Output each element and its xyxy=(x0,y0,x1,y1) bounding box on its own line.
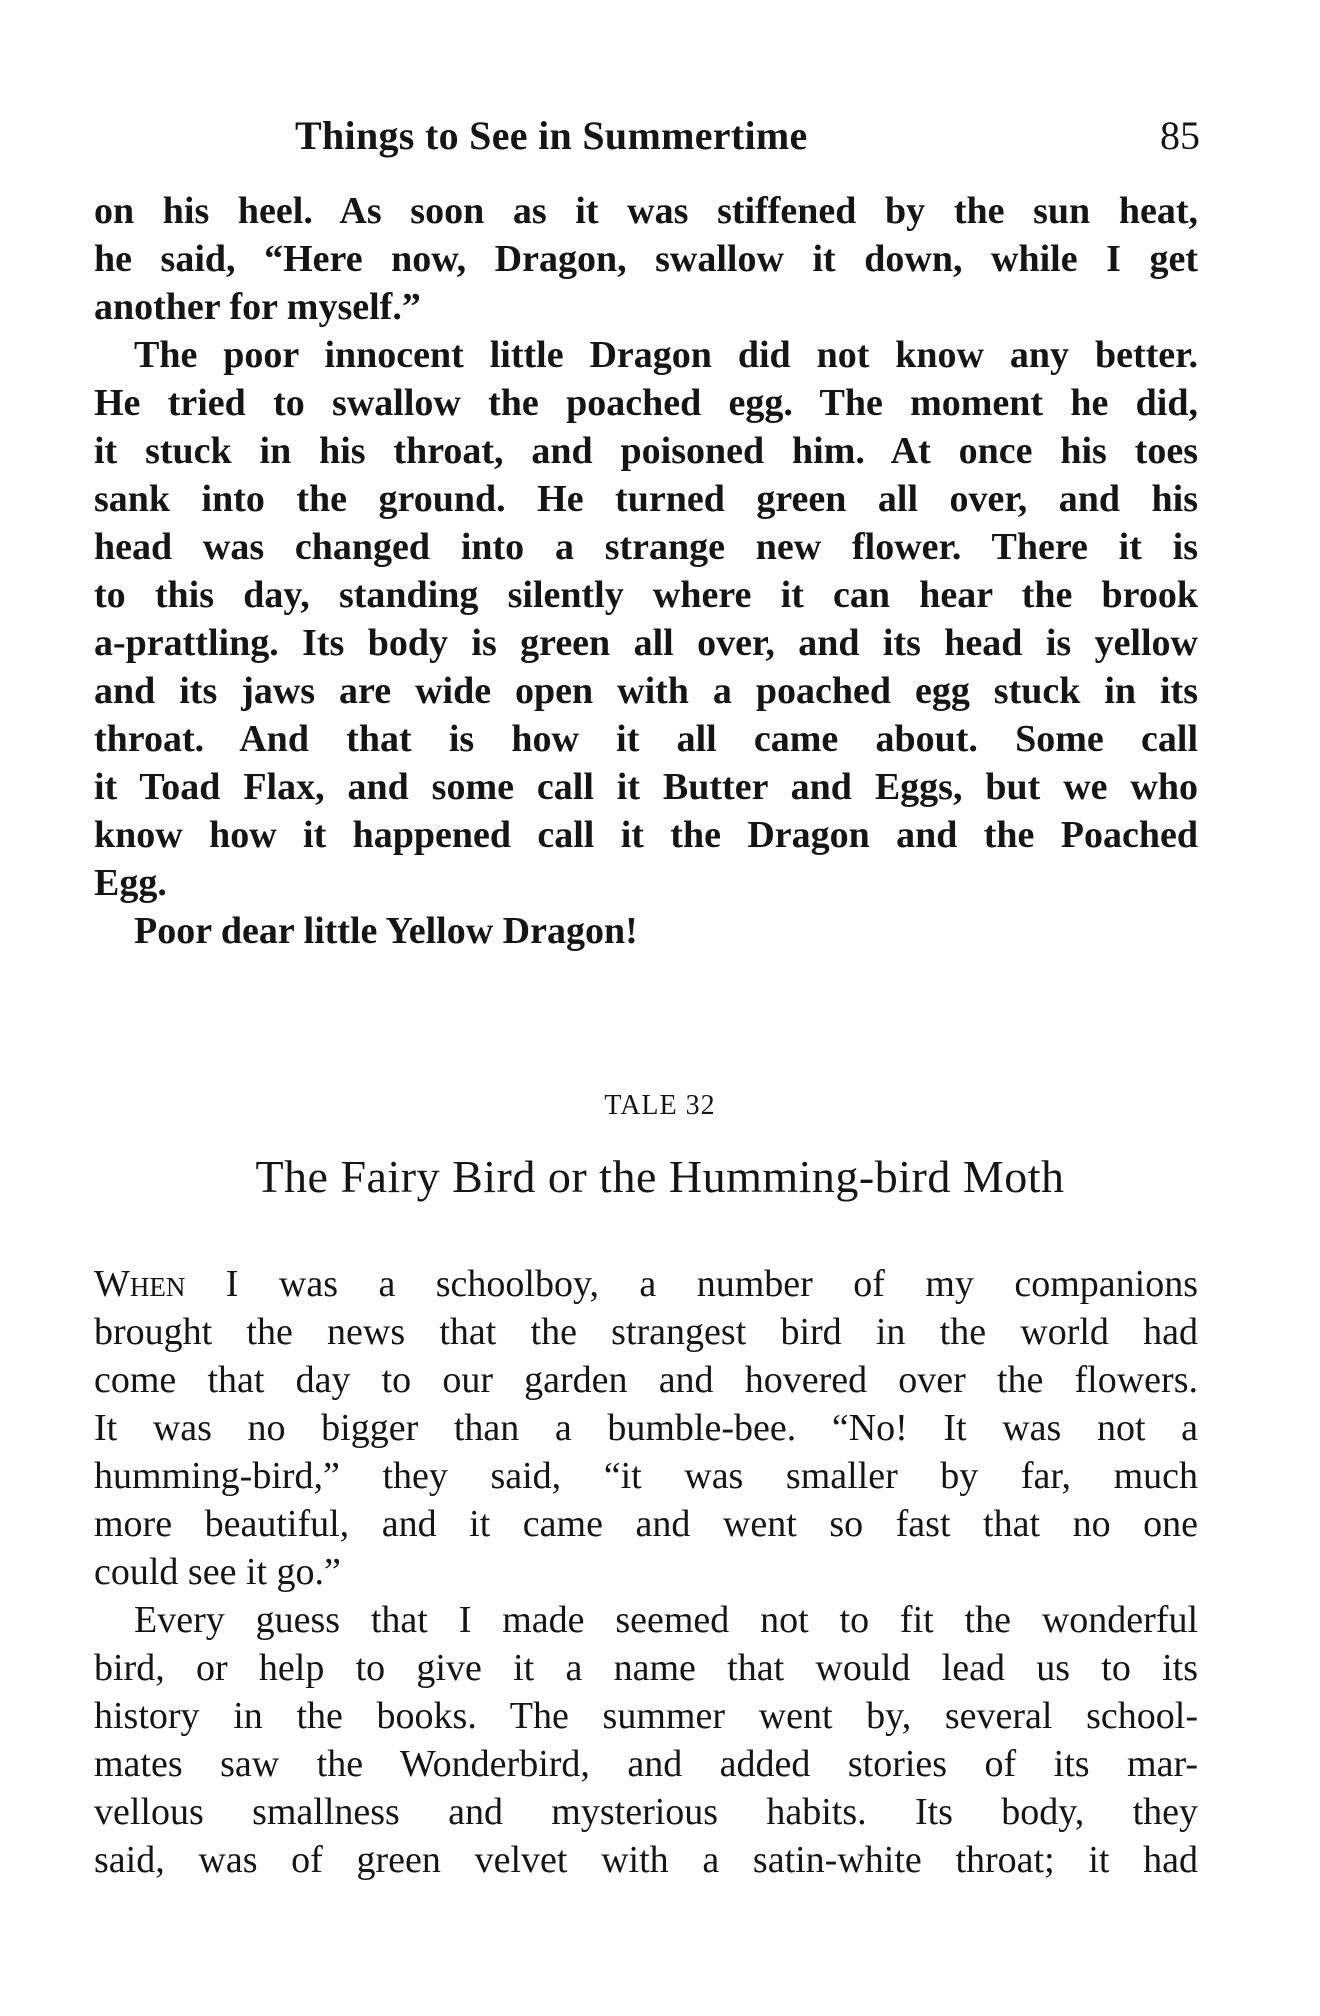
text-line: it Toad Flax, and some call it Butter and Eggs, but we who xyxy=(94,766,1198,808)
text-line: Poor dear little Yellow Dragon! xyxy=(134,910,638,952)
text-line: vellous smallness and mysterious habits. Its body, they xyxy=(94,1791,1198,1833)
tale-31-ending xyxy=(94,187,1198,955)
tale-number-label: TALE 32 xyxy=(604,1090,716,1121)
tale-32-text xyxy=(94,1260,1198,1884)
text-line: He tried to swallow the poached egg. The moment he did, xyxy=(94,382,1198,424)
text-line: he said, “Here now, Dragon, swallow it down, while I get xyxy=(94,238,1198,280)
text-line: It was no bigger than a bumble-bee. “No! It was not a xyxy=(94,1407,1198,1449)
text-line: mates saw the Wonderbird, and added stories of its mar- xyxy=(94,1743,1198,1785)
text-line: to this day, standing silently where it can hear the brook xyxy=(94,574,1198,616)
text-line: on his heel. As soon as it was stiffened by the sun heat, xyxy=(94,190,1198,232)
text-line: said, was of green velvet with a satin-white throat; it had xyxy=(94,1839,1198,1881)
tale-title: The Fairy Bird or the Humming-bird Moth xyxy=(255,1151,1065,1202)
text-line: bird, or help to give it a name that would lead us to its xyxy=(94,1647,1198,1689)
text-line: history in the books. The summer went by, several school- xyxy=(94,1695,1198,1737)
text-line: humming-bird,” they said, “it was smaller by far, much xyxy=(94,1455,1198,1497)
text-line: and its jaws are wide open with a poached egg stuck in its xyxy=(94,670,1198,712)
running-header xyxy=(295,112,1200,168)
text-line: more beautiful, and it came and went so fast that no one xyxy=(94,1503,1198,1545)
page-number: 85 xyxy=(1160,113,1200,158)
text-line: it stuck in his throat, and poisoned him. At once his toes xyxy=(94,430,1198,472)
running-title: Things to See in Summertime xyxy=(295,113,808,158)
text-line: head was changed into a strange new flower. There it is xyxy=(94,526,1198,568)
text-line: The poor innocent little Dragon did not know any better. xyxy=(134,334,1198,376)
first-line-rest: I was a schoolboy, a number of my companions xyxy=(185,1263,1198,1305)
text-line-first xyxy=(94,1260,1198,1308)
text-line: could see it go.” xyxy=(94,1551,341,1593)
text-line: brought the news that the strangest bird in the world had xyxy=(94,1311,1198,1353)
text-line: know how it happened call it the Dragon and the Poached xyxy=(94,814,1198,856)
text-line: sank into the ground. He turned green all over, and his xyxy=(94,478,1198,520)
opening-word: When xyxy=(94,1263,186,1305)
text-line: another for myself.” xyxy=(94,286,421,328)
text-line: Egg. xyxy=(94,862,167,904)
text-line: come that day to our garden and hovered over the flowers. xyxy=(94,1359,1198,1401)
text-line: Every guess that I made seemed not to fit the wonderful xyxy=(134,1599,1198,1641)
text-line: throat. And that is how it all came about. Some call xyxy=(94,718,1198,760)
text-line: a-prattling. Its body is green all over, and its head is yellow xyxy=(94,622,1198,664)
